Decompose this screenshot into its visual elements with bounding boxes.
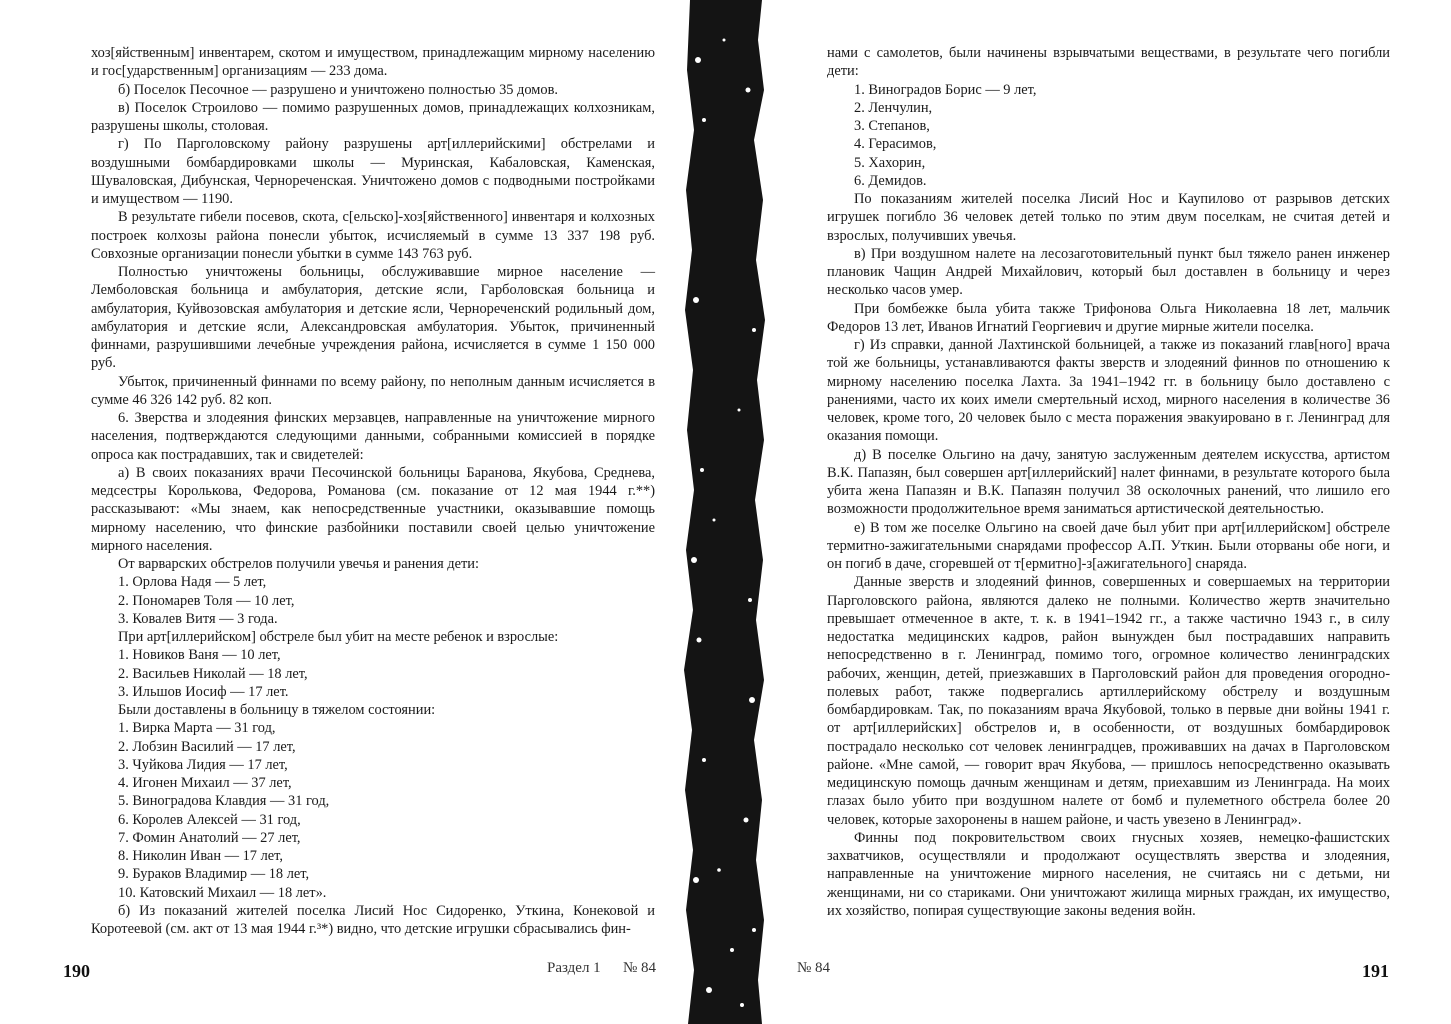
paragraph: б) Из показаний жителей поселка Лисий Нос Сидоренко, Уткина, Конековой и Коротеевой (см. акт от 13 мая 1944 г.³*) видно, что детские игрушки сбрасывались фин-	[91, 902, 655, 937]
paragraph: Полностью уничтожены больницы, обслуживавшие мирное население — Лемболовская больница и амбулатория, детские ясли, Гарболовская больница и амбулатория, Куйвозовская амбулатория и детские ясли, Чернореченский родильный дом, амбулатория и детские ясли, Александровская амбулатория. Убыток, причиненный финнами, разрушившими лечебные учреждения района, исчисляется в сумме 1 150 000 руб.	[91, 264, 655, 372]
paragraph: 1. Вирка Марта — 31 год,	[118, 720, 276, 737]
left-page-text	[91, 44, 655, 938]
paragraph: 1. Орлова Надя — 5 лет,	[118, 574, 267, 591]
paragraph: а) В своих показаниях врачи Песочинской больницы Баранова, Якубова, Среднева, медсестры Королькова, Федорова, Романова (см. показание от 12 мая 1944 г.**) рассказывают: «Мы знаем, как непосредственные участники, оказывавшие помощь мирному населению, что финские разбойники поставили своей целью уничтожение мирного населения.	[91, 464, 655, 554]
paragraph: г) По Парголовскому району разрушены арт[иллерийскими] обстрелами и воздушными бомбардировками школы — Муринская, Кабаловская, Каменская, Шуваловская, Дибунская, Чернореченская. Уничтожено домов с подводными постройками и имуществом — 1190.	[91, 136, 655, 207]
paragraph: 5. Хахорин,	[854, 154, 926, 171]
paragraph: 6. Зверства и злодеяния финских мерзавцев, направленные на уничтожение мирного населения, подтверждаются следующими данными, собранными комиссией в порядке опроса как пострадавших, так и свидетелей:	[91, 410, 655, 463]
paragraph: При бомбежке была убита также Трифонова Ольга Николаевна 18 лет, мальчик Федоров 13 лет, Иванов Игнатий Георгиевич и другие мирные жители поселка.	[827, 300, 1390, 335]
paragraph: 2. Васильев Николай — 18 лет,	[118, 665, 308, 682]
paragraph: Финны под покровительством своих гнусных хозяев, немецко-фашистских захватчиков, осуществляли и продолжают осуществлять зверства и злодеяния, направленные на уничтожение мирного населения, не считаясь ни с детьми, ни женщинами, ни со стариками. Они уничтожают жилища мирных граждан, их имущество, их хозяйство, попирая существующие законы ведения войн.	[827, 829, 1390, 919]
left-section-label: Раздел 1	[547, 960, 601, 976]
right-doc-number: № 84	[797, 960, 831, 976]
paragraph: 8. Николин Иван — 17 лет,	[118, 848, 283, 864]
paragraph: 2. Пономарев Толя — 10 лет,	[118, 592, 295, 609]
paragraph: 4. Герасимов,	[854, 136, 937, 153]
paragraph: Данные зверств и злодеяний финнов, совершенных и совершаемых на территории Парголовского района, являются далеко не полными. Количество жертв значительно превышает отмеченное в акте, т. к. в 1941–1942 гг., а также частично 1943 г., в силу недостатка медицинских кадров, район вынужден был пострадавших направить непосредственно в г. Ленинград, помимо того, огромное количество ленинградских рабочих, женщин, детей, приезжавших в Парголовский район для проведения огородно-полевых работ, также подвергались артиллерийскому обстрелу и воздушным бомбардировкам. Так, по показаниям врача Якубовой, только в первые дни войны 1941 г. от арт[иллерийских] обстрелов и, в особенности, от воздушных бомбардировок пострадало несколько сот человек ленинградцев, проживавших на дачах в Парголовском районе. «Мне самой, — говорит врач Якубова, — пришлось непосредственно оказывать медицинскую помощь дачным женщинам и детям, приехавшим из Ленинграда. На моих глазах было убито при воздушном налете от бомб и пулеметного обстрела более 20 человек, которые захоронены в нашем районе, и часть увезено в Ленинград».	[827, 574, 1390, 828]
paragraph: От варварских обстрелов получили увечья и ранения дети:	[118, 556, 479, 572]
paragraph: 7. Фомин Анатолий — 27 лет,	[118, 829, 301, 846]
paragraph: 1. Виноградов Борис — 9 лет,	[854, 81, 1037, 98]
spine-decoration	[684, 0, 766, 1024]
paragraph: в) При воздушном налете на лесозаготовительный пункт был тяжело ранен инженер плановик Чащин Андрей Михайлович, который был доставлен в больницу и через несколько часов умер.	[827, 245, 1390, 299]
paragraph: б) Поселок Песочное — разрушено и уничтожено полностью 35 домов.	[118, 81, 558, 98]
paragraph: При арт[иллерийском] обстреле был убит на месте ребенок и взрослые:	[118, 629, 559, 645]
left-doc-number: № 84	[623, 960, 657, 976]
paragraph: 1. Новиков Ваня — 10 лет,	[118, 647, 281, 664]
paragraph: нами с самолетов, были начинены взрывчатыми веществами, в результате чего погибли дети:	[827, 45, 1390, 80]
paragraph: д) В поселке Ольгино на дачу, занятую заслуженным деятелем искусства, артистом В.К. Папазян, был совершен арт[иллерийский] налет финнами, в результате которого была убита жена Папазян и В.К. Папазян получил 38 осколочных ранений, что лишило его возможности продолжительное время заниматься артистической деятельностью.	[827, 446, 1390, 518]
paragraph: 10. Катовский Михаил — 18 лет».	[118, 884, 327, 901]
paragraph: По показаниям жителей поселка Лисий Нос и Каупилово от разрывов детских игрушек погибло 36 человек детей только по этим двум поселкам, не считая детей и взрослых, получивших увечья.	[827, 191, 1390, 244]
paragraph: 3. Чуйкова Лидия — 17 лет,	[118, 756, 288, 773]
paragraph: в) Поселок Строилово — помимо разрушенных домов, принадлежащих колхозникам, разрушены школы, столовая.	[91, 99, 655, 134]
paragraph: 2. Лобзин Василий — 17 лет,	[118, 738, 296, 755]
paragraph: В результате гибели посевов, скота, с[ельско]-хоз[яйственного] инвентаря и колхозных построек колхозы района понесли убыток, исчисляемый в сумме 13 337 198 руб. Совхозные организации понесли убытки в сумме 143 763 руб.	[91, 209, 655, 262]
right-page-text	[827, 44, 1390, 920]
paragraph: 3. Степанов,	[854, 118, 930, 134]
paragraph: 4. Игонен Михаил — 37 лет,	[118, 775, 292, 791]
paragraph: 9. Бураков Владимир — 18 лет,	[118, 866, 310, 883]
left-page-number: 190	[63, 961, 90, 981]
paragraph: 6. Демидов.	[854, 172, 927, 189]
paragraph: 3. Ковалев Витя — 3 года.	[118, 610, 278, 627]
paragraph: г) Из справки, данной Лахтинской больницей, а также из показаний глав[ного] врача той же больницы, устанавливаются факты зверств и злодеяний финнов по отношению к мирному населению поселка Лахта. За 1941–1942 гг. в больницу было доставлено с ранениями, часто их коих имели смертельный исход, мирного населения в количестве 36 человек, кроме того, 20 человек было с места поражения эвакуировано в г. Ленинград для оказания помощи.	[827, 337, 1390, 445]
paragraph: хоз[яйственным] инвентарем, скотом и имуществом, принадлежащим мирному населению и гос[ударственным] организациям — 233 дома.	[91, 45, 655, 80]
paragraph: 2. Ленчулин,	[854, 99, 933, 116]
paragraph: 3. Ильшов Иосиф — 17 лет.	[118, 683, 289, 700]
paragraph: е) В том же поселке Ольгино на своей даче был убит при арт[иллерийском] обстреле термитно-зажигательными снарядами профессор А.П. Уткин. Были оторваны обе ноги, и он погиб в даче, сгоревшей от т[ермитно]-з[ажигательного] снаряда.	[827, 519, 1390, 572]
paragraph: 5. Виноградова Клавдия — 31 год,	[118, 793, 330, 810]
paragraph: Были доставлены в больницу в тяжелом состоянии:	[118, 702, 436, 718]
paragraph: Убыток, причиненный финнами по всему району, по неполным данным исчисляется в сумме 46 326 142 руб. 82 коп.	[91, 373, 655, 408]
paragraph: 6. Королев Алексей — 31 год,	[118, 811, 301, 828]
right-page-number: 191	[1362, 961, 1389, 981]
